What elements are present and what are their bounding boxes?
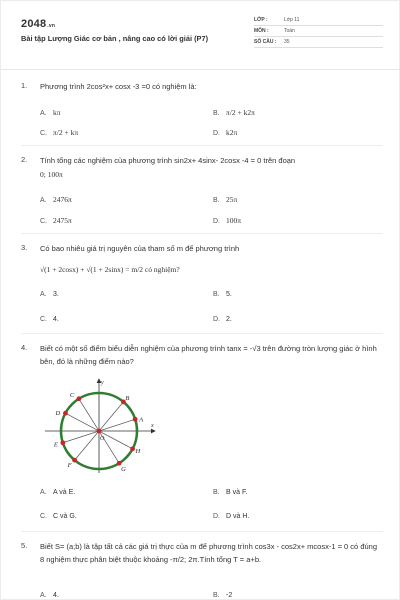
option-d[interactable]: D. 100π xyxy=(213,216,242,225)
option-a[interactable]: A. 2476π xyxy=(40,195,72,204)
header-divider xyxy=(1,69,400,70)
meta-row-class xyxy=(254,15,383,26)
y-axis-label: y xyxy=(101,380,104,386)
meta-value: Lớp 11 xyxy=(284,17,300,23)
meta-row-subject xyxy=(254,26,383,37)
point-e xyxy=(60,440,65,445)
question-number: 1. xyxy=(21,81,28,90)
point-label-d: D xyxy=(55,410,61,418)
unit-circle-figure xyxy=(37,375,167,475)
option-c[interactable]: C. 4. xyxy=(40,316,59,323)
point-label-f: F xyxy=(67,462,72,470)
option-b[interactable]: B. 5. xyxy=(213,291,232,298)
point-c xyxy=(76,396,81,401)
question-text: Biết S= (a;b) là tập tất cả các giá trị thực của m để phương trình cos3x - cos2x+ mcosx-1 = 0 có đúng 8 nghiệm thực phân biệt thuộc khoảng -π/2; 2π.Tính tổng T = a+b. xyxy=(40,542,377,564)
point-h xyxy=(130,446,135,451)
option-c[interactable]: C. π/2 + kπ xyxy=(40,128,79,137)
worksheet-header xyxy=(21,15,383,61)
option-d[interactable]: D. k2π xyxy=(213,128,238,137)
question-1 xyxy=(21,81,385,147)
origin-point xyxy=(97,429,102,434)
question-3 xyxy=(21,243,385,335)
question-interval: 0; 100π xyxy=(40,170,63,179)
question-divider xyxy=(21,531,383,532)
question-text: Biết có một số điểm biểu diễn nghiệm của phương trình tanx = -√3 trên đường tròn lượng giác ở hình bên, đó là những điểm nào? xyxy=(40,344,377,366)
question-divider xyxy=(21,333,383,334)
point-label-e: E xyxy=(53,441,58,449)
point-label-g: G xyxy=(121,466,126,474)
document-title: Bài tập Lượng Giác cơ bản , nâng cao có lời giải (P7) xyxy=(21,34,209,43)
question-text: Phương trình 2cos²x+ cosx -3 =0 có nghiệm là: xyxy=(40,82,197,91)
x-axis-label: x xyxy=(151,423,154,429)
option-a[interactable]: A. kπ xyxy=(40,108,61,117)
meta-table xyxy=(254,15,383,48)
option-b[interactable]: B. B và F. xyxy=(213,489,248,496)
meta-key: MÔN : xyxy=(254,28,269,34)
question-2 xyxy=(21,155,385,235)
meta-row-count xyxy=(254,37,383,48)
option-b[interactable]: B. 25π xyxy=(213,195,238,204)
point-label-h: H xyxy=(135,447,141,455)
question-equation: √(1 + 2cosx) + √(1 + 2sinx) = m/2 có nghiệm? xyxy=(40,265,180,274)
question-number: 3. xyxy=(21,243,28,252)
option-b[interactable]: B. -2 xyxy=(213,592,233,599)
option-c[interactable]: C. 2475π xyxy=(40,216,72,225)
option-d[interactable]: D. 2. xyxy=(213,316,232,323)
question-number: 5. xyxy=(21,541,28,550)
point-label-b: B xyxy=(125,394,130,402)
option-a[interactable]: A. 3. xyxy=(40,291,59,298)
meta-value: Toán xyxy=(284,28,295,34)
question-text: Tính tổng các nghiệm của phương trình sin2x+ 4sinx- 2cosx -4 = 0 trên đoạn xyxy=(40,156,296,165)
meta-key: SỐ CÂU : xyxy=(254,39,277,45)
point-a xyxy=(133,417,138,422)
site-logo[interactable]: 2048.vn xyxy=(21,18,56,30)
question-text: Có bao nhiêu giá trị nguyên của tham số m để phương trình xyxy=(40,244,240,253)
question-number: 2. xyxy=(21,155,28,164)
meta-key: LỚP : xyxy=(254,17,268,23)
option-a[interactable]: A. 4. xyxy=(40,592,59,599)
point-label-c: C xyxy=(69,391,75,399)
question-divider xyxy=(21,233,383,234)
option-b[interactable]: B. π/2 + k2π xyxy=(213,108,255,117)
point-label-a: A xyxy=(139,416,144,424)
question-number: 4. xyxy=(21,343,28,352)
question-5 xyxy=(21,541,385,600)
point-d xyxy=(63,411,68,416)
point-g xyxy=(117,461,122,466)
option-a[interactable]: A. A và E. xyxy=(40,489,76,496)
option-c[interactable]: C. C và G. xyxy=(40,513,77,520)
origin-label: O xyxy=(100,436,105,442)
option-d[interactable]: D. D và H. xyxy=(213,513,250,520)
circle-points xyxy=(53,392,143,473)
point-f xyxy=(72,458,77,463)
meta-value: 35 xyxy=(284,39,290,45)
question-divider xyxy=(21,145,383,146)
